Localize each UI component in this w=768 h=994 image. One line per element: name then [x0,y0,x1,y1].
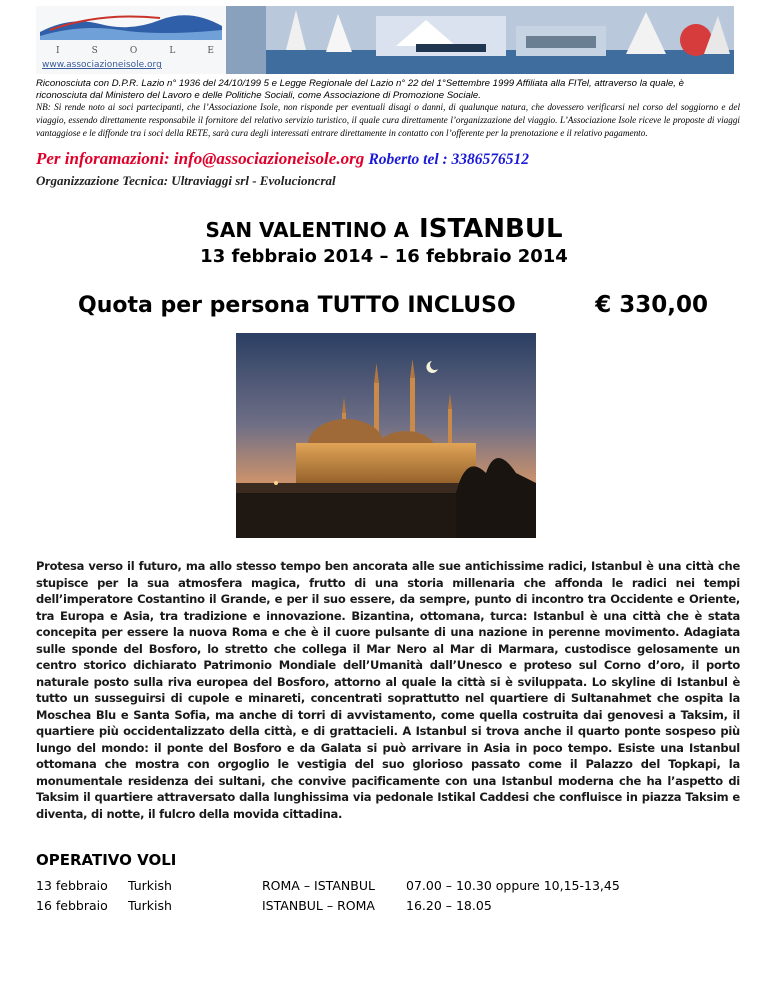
flights-title: OPERATIVO VOLI [36,851,177,869]
flight-row [36,896,736,916]
header-banner [36,6,734,74]
price-line [78,292,718,318]
disclaimer-note: NB: Si rende noto ai soci partecipanti, che l’Associazione Isole, non risponde per eventuali disagi o danni, di qualunque natura, che dovessero verificarsi nel corso del soggiorno e del viaggio, essendo direttamente responsabile il fornitore del relativo servizio turistico, il quale cura direttamente l’organizzazione del viaggio. L’Associazione Isole riceve le proposte di viaggi vantaggiose e le diffonde tra i soci della RETE, sarà cura degli interessati entrare direttamente in contatto con l’offerente per la prenotazione e il relativo pagamento. [36,102,740,139]
istanbul-description: Protesa verso il futuro, ma allo stesso tempo ben ancorata alle sue antichissime radici, Istanbul è una città che stupisce per la sua atmosfera magica, frutto di una storia millenaria che affonda le radici nei tempi dell’imperatore Costantino il Grande, e per il suo essere, da sempre, punto di incontro tra Occidente e Oriente, tra Europa e Asia, tra tradizione e innovazione. Bizantina, ottomana, turca: Istanbul è una città che è stata concepita per essere la nuova Roma e che è il cuore pulsante di una nazione in perenne movimento. Adagiata sulle sponde del Bosforo, lo stretto che collega il Mar Nero al Mar di Marmara, custodisce gelosamente un centro storico dichiarato Patrimonio Mondiale dell’Umanità dall’Unesco e proteso sul Corno d’oro, il porto naturale posto sulla riva europea del Bosforo, attorno al quale la città si è sviluppata. Lo skyline di Istanbul è tutto un susseguirsi di cupole e minareti, concentrati soprattutto nel quartiere di Sultanahmet che ospita la Moschea Blu e Santa Sofia, ma anche di torri di avvistamento, come quella costruita dai genovesi a Taksim, il quartiere più occidentalizzato della città, e di grattacieli. A Istanbul si trova anche il quarto ponte sospeso più lungo del mondo: il ponte del Bosforo e da Galata si può arrivare in Asia in poco tempo. Esiste una Istanbul ottomana che mostra con orgoglio le vestigia del suo glorioso passato come il Palazzo del Topkapi, la monumentale residenza dei sultani, che convive pacificamente con una Istanbul moderna che ha l’aspetto di Taksim il quartiere attraversato dalla lunghissima via pedonale Istikal Caddesi che confluisce in piazza Taksim e diventa, di notte, il fulcro della movida cittadina. [36,559,740,821]
page-title [0,214,768,244]
flights-table [36,876,736,916]
organization-line: Organizzazione Tecnica: Ultraviaggi srl - Evolucioncral [36,173,336,188]
logo-wave-graphic [40,10,222,40]
sailing-photo-collage [226,6,734,74]
contact-phone: Roberto tel : 3386576512 [368,151,530,168]
flight-airline: Turkish [128,898,172,913]
flight-airline: Turkish [128,878,172,893]
price-value: € 330,00 [595,292,708,318]
associazione-isole-logo [36,6,226,74]
logo-letter: S [91,46,100,56]
info-line [36,149,756,169]
price-label: Quota per persona TUTTO INCLUSO [78,293,516,318]
flight-route: ROMA – ISTANBUL [262,878,375,893]
info-email[interactable]: Per inforamazioni: info@associazioneisole.org [36,149,365,168]
flight-date: 13 febbraio [36,878,108,893]
logo-letter: I [56,46,62,56]
recognition-text: Riconosciuta con D.P.R. Lazio n° 1936 del 24/10/199 5 e Legge Regionale del Lazio n° 22 del 1°Settembre 1999 Affiliata alla FITel, attraverso la quale, è riconosciuta dal Ministero del Lavoro e delle Politiche Sociali, come Associazione di Promozione Sociale. [36,78,684,101]
flight-times: 07.00 – 10.30 oppure 10,15-13,45 [406,878,620,893]
flight-row [36,876,736,896]
logo-letter: O [129,46,140,56]
logo-letter: E [207,46,216,56]
trip-dates: 13 febbraio 2014 – 16 febbraio 2014 [200,246,568,267]
flight-date: 16 febbraio [36,898,108,913]
istanbul-mosque-photo [236,333,536,538]
logo-website-link[interactable]: www.associazioneisole.org [42,60,162,70]
logo-letter: L [169,46,178,56]
title-prefix: SAN VALENTINO A [205,218,410,242]
flight-route: ISTANBUL – ROMA [262,898,375,913]
title-city: ISTANBUL [419,214,563,244]
flight-times: 16.20 – 18.05 [406,898,492,913]
